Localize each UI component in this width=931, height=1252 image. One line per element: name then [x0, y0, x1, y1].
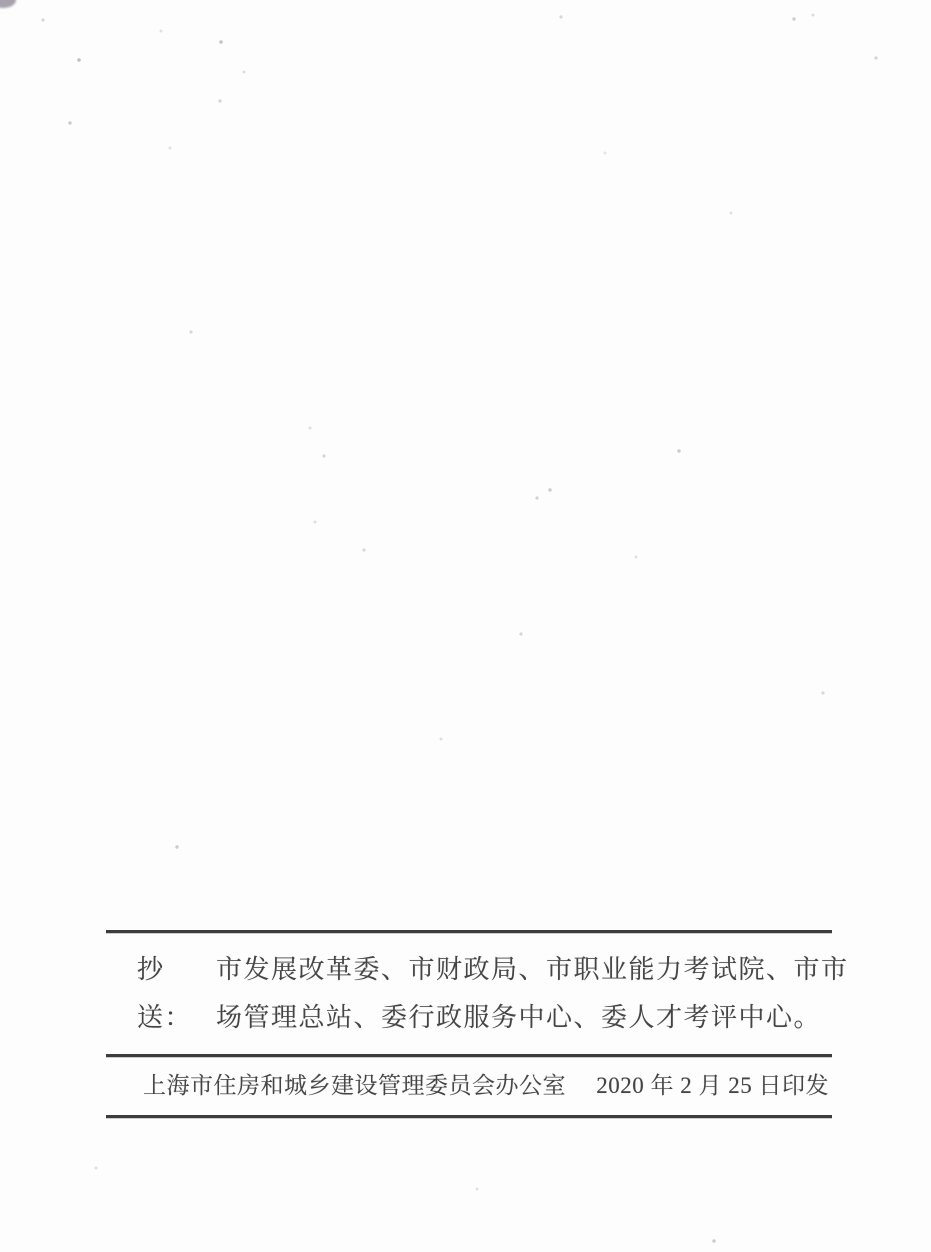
scan-corner-smudge — [0, 0, 16, 8]
cc-label: 抄送： — [137, 955, 193, 1032]
issuer-row — [143, 1069, 829, 1103]
cc-recipients-line-2: 场管理总站、委行政服务中心、委人才考评中心。 — [216, 1003, 822, 1032]
issuing-office: 上海市住房和城乡建设管理委员会办公室 — [143, 1073, 566, 1098]
cc-recipients — [216, 946, 849, 1042]
print-date: 2020 年 2 月 25 日印发 — [596, 1073, 829, 1098]
cc-recipients-line-1: 市发展改革委、市财政局、市职业能力考试院、市市 — [216, 955, 849, 984]
separator-rule-bottom — [106, 1115, 832, 1118]
cc-distribution-block — [137, 946, 849, 1042]
separator-rule-top — [106, 930, 832, 933]
separator-rule-middle — [106, 1054, 832, 1057]
